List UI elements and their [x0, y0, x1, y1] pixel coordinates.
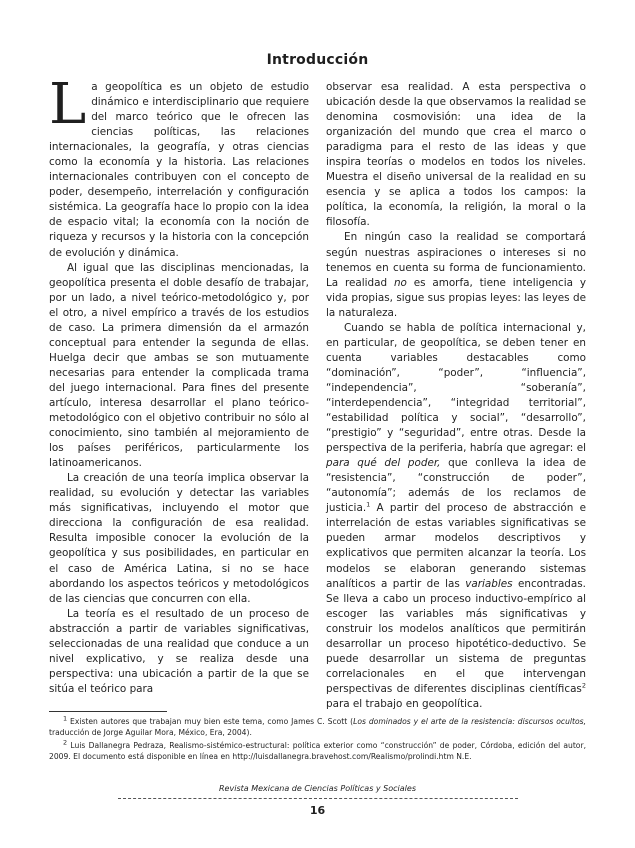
paragraph: La geopolítica es un objeto de estudio dinámico e interdisciplinario que requiere del marco teórico que le ofrecen las ciencias políticas, las relaciones internacionales, la geografía, y otras ciencias como la economía y la historia. Las relaciones internacionales contribuyen con el concepto de poder, desempeño, interrelación y configuración sistémica. La geografía hace lo propio con la idea de espacio vital; la economía con la noción de riqueza y recursos y la historia con la concepción de evolución y dinámica. [49, 72, 309, 259]
footnote-ref[interactable]: 1 [366, 500, 371, 509]
paragraph: Al igual que las disciplinas mencionadas, la geopolítica presenta el doble desafío de trabajar, por un lado, a nivel teórico-metodológico y, por el otro, a nivel empírico a través de los estudios de caso. La primera dimensión da el armazón conceptual para entender la segunda de ellas. Huelga decir que ambas se son mutuamente necesarias para entender la complicada trama del juego internacional. Para fines del presente artículo, interesa desarrollar el plano teórico-metodológico con el objetivo contribuir no sólo al conocimiento, sino también al mejoramiento de los países periféricos, particularmente los latinoamericanos. [49, 261, 309, 470]
footnote-ref[interactable]: 2 [581, 681, 586, 690]
journal-name: Revista Mexicana de Ciencias Políticas y Sociales [219, 784, 416, 793]
footnotes [49, 716, 586, 764]
left-column [49, 72, 309, 697]
drop-cap: L [49, 72, 87, 137]
paragraph: Cuando se habla de política internacional y, en particular, de geopolítica, se deben tener en cuenta variables destacables como “dominación”, “poder”, “influencia”, “independencia”, “soberanía”, “interdependencia”, “integridad territorial”, “estabilidad política y social”, “desarrollo”, “prestigio” y “seguridad”, entre otras. Desde la perspectiva de la periferia, habría que agregar: el para qué del poder, que conlleva la idea de “resistencia”, “construcción de poder”, “autonomía”; además de los reclamos de justicia.$^1$ A partir del proceso de abstracción e interrelación de estas variables significativas se pueden armar modelos descriptivos y explicativos que permiten alcanzar la teoría. Los modelos se elaboran generando sistemas analíticos a partir de las variables encontradas. Se lleva a cabo un proceso inductivo-empírico al escoger las variables más significativas y construir los modelos analíticos que permitirán desarrollar un proceso hipotético-deductivo. Se puede desarrollar un sistema de preguntas correlacionales en el que intervengan perspectivas de diferentes disciplinas científicas$^2$ para el trabajo en geopolítica. [326, 321, 586, 710]
page-number: 16 [309, 804, 326, 817]
paragraph: La creación de una teoría implica observar la realidad, su evolución y detectar las variables más significativas, incluyendo el motor que direcciona la configuración de esa realidad. Resulta imposible conocer la evolución de la geopolítica y sus posibilidades, en particular en el caso de América Latina, si no se hace abordando los aspectos teóricos y metodológicos de las ciencias que concurren con ella. [49, 472, 309, 605]
footer-divider [118, 798, 518, 799]
footnote-2: $^2$ Luis Dallanegra Pedraza, Realismo-sistémico-estructural: política exterior como “construcción” de poder, Córdoba, edición del autor, 2009. El documento está disponible en línea en http://luisdallanegra.bravehost.com/Realismo/prolindi.htm N.E. [49, 738, 586, 761]
footnote-divider [49, 711, 167, 712]
footnote-1: $^1$ Existen autores que trabajan muy bien este tema, como James C. Scott (Los dominados y el arte de la resistencia: discursos ocultos, traducción de Jorge Aguilar Mora, México, Era, 2004). [49, 714, 586, 737]
right-column [326, 80, 586, 712]
paragraph: La teoría es el resultado de un proceso de abstracción a partir de variables significativas, seleccionadas de una realidad que conduce a un nivel explicativo, y se realiza desde una perspectiva: una ubicación a partir de la que se sitúa el teórico para [49, 607, 309, 695]
page-title: Introducción [266, 52, 369, 68]
paragraph: observar esa realidad. A esta perspectiva o ubicación desde la que observamos la realidad se denomina cosmovisión: una idea de la organización del mundo que crea el marco o paradigma para el resto de las ideas y que inspira teorías o modelos en todos los niveles. Muestra el diseño universal de la realidad en su esencia y se aplica a todos los campos: la política, la economía, la religión, la moral o la filosofía. [326, 81, 586, 229]
paragraph: En ningún caso la realidad se comportará según nuestras aspiraciones o intereses si no tenemos en cuenta su forma de funcionamiento. La realidad no es amorfa, tiene inteligencia y vida propias, sigue sus propias leyes: las leyes de la naturaleza. [326, 231, 586, 319]
